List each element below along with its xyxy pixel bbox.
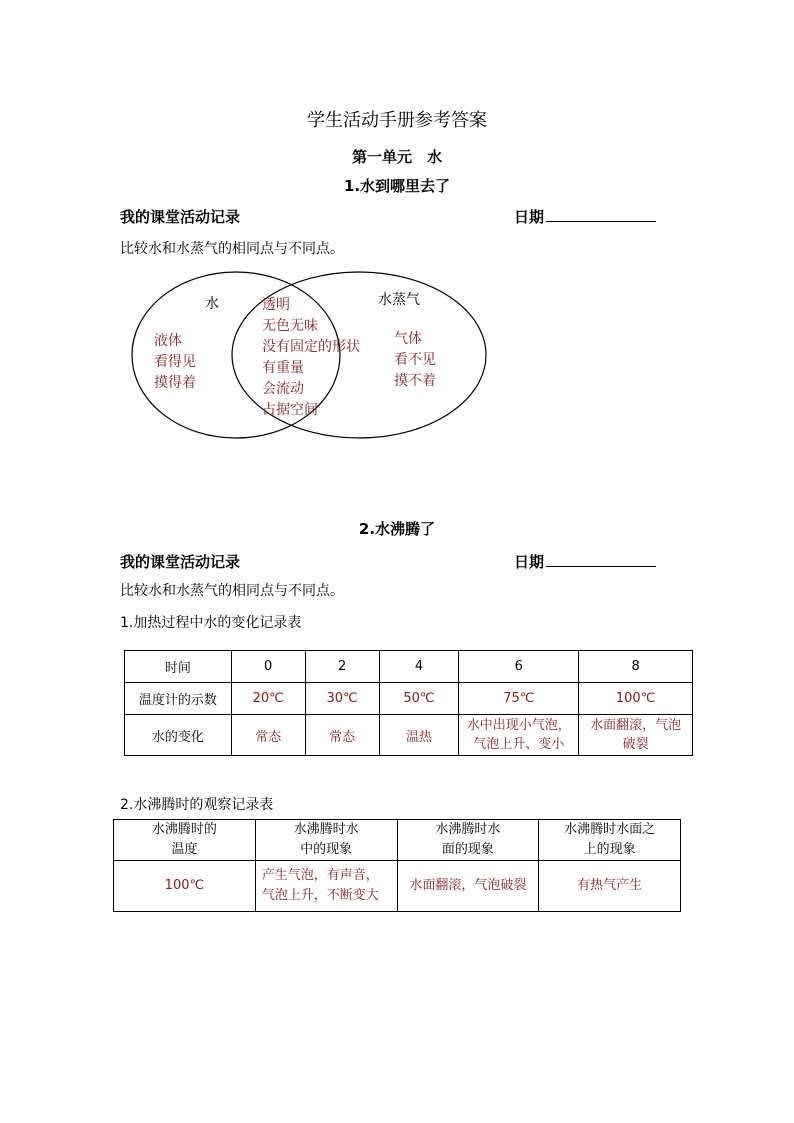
venn-right-item: 摸不着 xyxy=(394,373,436,389)
venn-left-items xyxy=(154,331,196,394)
table-header-cell: 水的变化 xyxy=(125,715,232,756)
table-cell: 常态 xyxy=(231,715,305,756)
venn-middle-item: 有重量 xyxy=(262,360,304,376)
table-cell: 产生气泡，有声音，气泡上升，不断变大 xyxy=(255,861,397,912)
table-cell: 20℃ xyxy=(231,683,305,715)
table-cell: 100℃ xyxy=(579,683,693,715)
table-header-cell: 水沸腾时水面之上的现象 xyxy=(539,820,681,861)
table-header-cell: 水沸腾时水中的现象 xyxy=(255,820,397,861)
section-2-title: 2.水沸腾了 xyxy=(358,520,436,538)
table-row xyxy=(114,861,681,912)
venn-right-label: 水蒸气 xyxy=(378,292,420,308)
table-cell: 有热气产生 xyxy=(539,861,681,912)
table-header-cell: 水沸腾时水面的现象 xyxy=(397,820,539,861)
section-2-prompt: 比较水和水蒸气的相同点与不同点。 xyxy=(120,583,344,599)
table-cell: 6 xyxy=(459,651,579,683)
table-cell: 水中出现小气泡，气泡上升、变小 xyxy=(459,715,579,756)
venn-left-item: 摸得着 xyxy=(154,375,196,391)
table-cell: 水面翻滚，气泡破裂 xyxy=(579,715,693,756)
table-cell: 常态 xyxy=(305,715,379,756)
date-blank-line xyxy=(546,552,656,567)
venn-middle-items xyxy=(262,295,360,421)
table-1-caption: 1.加热过程中水的变化记录表 xyxy=(120,615,302,631)
date-label: 日期 xyxy=(514,553,545,571)
venn-left-item: 液体 xyxy=(154,333,182,349)
table-header-cell: 时间 xyxy=(125,651,232,683)
section-1-prompt: 比较水和水蒸气的相同点与不同点。 xyxy=(120,241,344,257)
date-blank-line xyxy=(546,207,656,222)
venn-left-item: 看得见 xyxy=(154,354,196,370)
table-cell: 4 xyxy=(379,651,459,683)
table-cell: 水面翻滚，气泡破裂 xyxy=(397,861,539,912)
table-header-cell: 温度计的示数 xyxy=(125,683,232,715)
table-cell: 50℃ xyxy=(379,683,459,715)
venn-left-label: 水 xyxy=(205,296,219,312)
table-cell: 100℃ xyxy=(114,861,256,912)
table-cell: 30℃ xyxy=(305,683,379,715)
venn-right-items xyxy=(394,329,436,392)
table-cell: 8 xyxy=(579,651,693,683)
section-2-date xyxy=(514,551,656,572)
document-title: 学生活动手册参考答案 xyxy=(307,110,487,131)
date-label: 日期 xyxy=(514,208,545,226)
table-cell: 75℃ xyxy=(459,683,579,715)
section-1-date xyxy=(514,206,656,227)
boiling-observation-table xyxy=(113,819,681,912)
venn-middle-item: 透明 xyxy=(262,297,290,313)
section-1-title: 1.水到哪里去了 xyxy=(343,177,451,195)
venn-middle-item: 没有固定的形状 xyxy=(262,339,360,355)
section-1-record-label: 我的课堂活动记录 xyxy=(120,208,241,226)
table-header-cell: 水沸腾时的温度 xyxy=(114,820,256,861)
table-row xyxy=(114,820,681,861)
table-row xyxy=(125,715,693,756)
table-cell: 0 xyxy=(231,651,305,683)
venn-right-item: 看不见 xyxy=(394,352,436,368)
venn-right-item: 气体 xyxy=(394,331,422,347)
table-cell: 2 xyxy=(305,651,379,683)
table-cell: 温热 xyxy=(379,715,459,756)
venn-middle-item: 无色无味 xyxy=(262,318,318,334)
venn-middle-item: 占据空间 xyxy=(262,402,318,418)
heating-record-table xyxy=(124,650,693,756)
table-row xyxy=(125,651,693,683)
table-row xyxy=(125,683,693,715)
venn-middle-item: 会流动 xyxy=(262,381,304,397)
section-2-record-label: 我的课堂活动记录 xyxy=(120,553,241,571)
unit-title: 第一单元 水 xyxy=(351,148,442,166)
table-2-caption: 2.水沸腾时的观察记录表 xyxy=(120,797,274,813)
